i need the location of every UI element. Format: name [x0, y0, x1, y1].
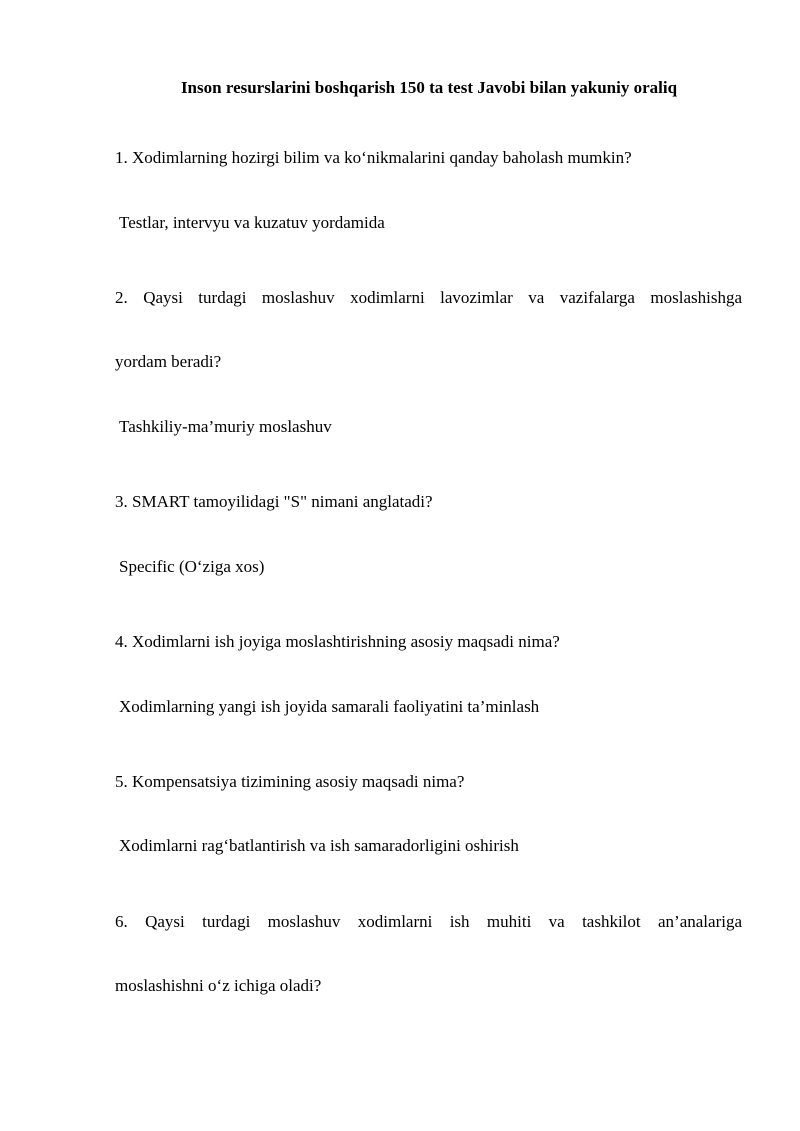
answer-1: Testlar, intervyu va kuzatuv yordamida — [119, 213, 385, 232]
question-2-line-1: 2. Qaysi turdagi moslashuv xodimlarni lavozimlar va vazifalarga moslashishga — [115, 288, 742, 307]
document-title: Inson resurslarini boshqarish 150 ta test Javobi bilan yakuniy oraliq — [180, 78, 678, 97]
question-6-line-1: 6. Qaysi turdagi moslashuv xodimlarni ish muhiti va tashkilot an’analariga — [115, 912, 742, 931]
answer-2: Tashkiliy-ma’muriy moslashuv — [119, 417, 332, 436]
question-6-line-2: moslashishni o‘z ichiga oladi? — [115, 976, 322, 995]
answer-4: Xodimlarning yangi ish joyida samarali faoliyatini ta’minlash — [119, 697, 540, 716]
question-2-line-2: yordam beradi? — [115, 352, 222, 371]
question-1: 1. Xodimlarning hozirgi bilim va ko‘nikmalarini qanday baholash mumkin? — [115, 148, 632, 167]
answer-3: Specific (O‘ziga xos) — [119, 557, 265, 576]
question-3: 3. SMART tamoyilidagi "S" nimani anglatadi? — [115, 492, 433, 511]
question-4: 4. Xodimlarni ish joyiga moslashtirishning asosiy maqsadi nima? — [115, 632, 560, 651]
question-5: 5. Kompensatsiya tizimining asosiy maqsadi nima? — [115, 772, 465, 791]
answer-5: Xodimlarni rag‘batlantirish va ish samaradorligini oshirish — [119, 836, 519, 855]
